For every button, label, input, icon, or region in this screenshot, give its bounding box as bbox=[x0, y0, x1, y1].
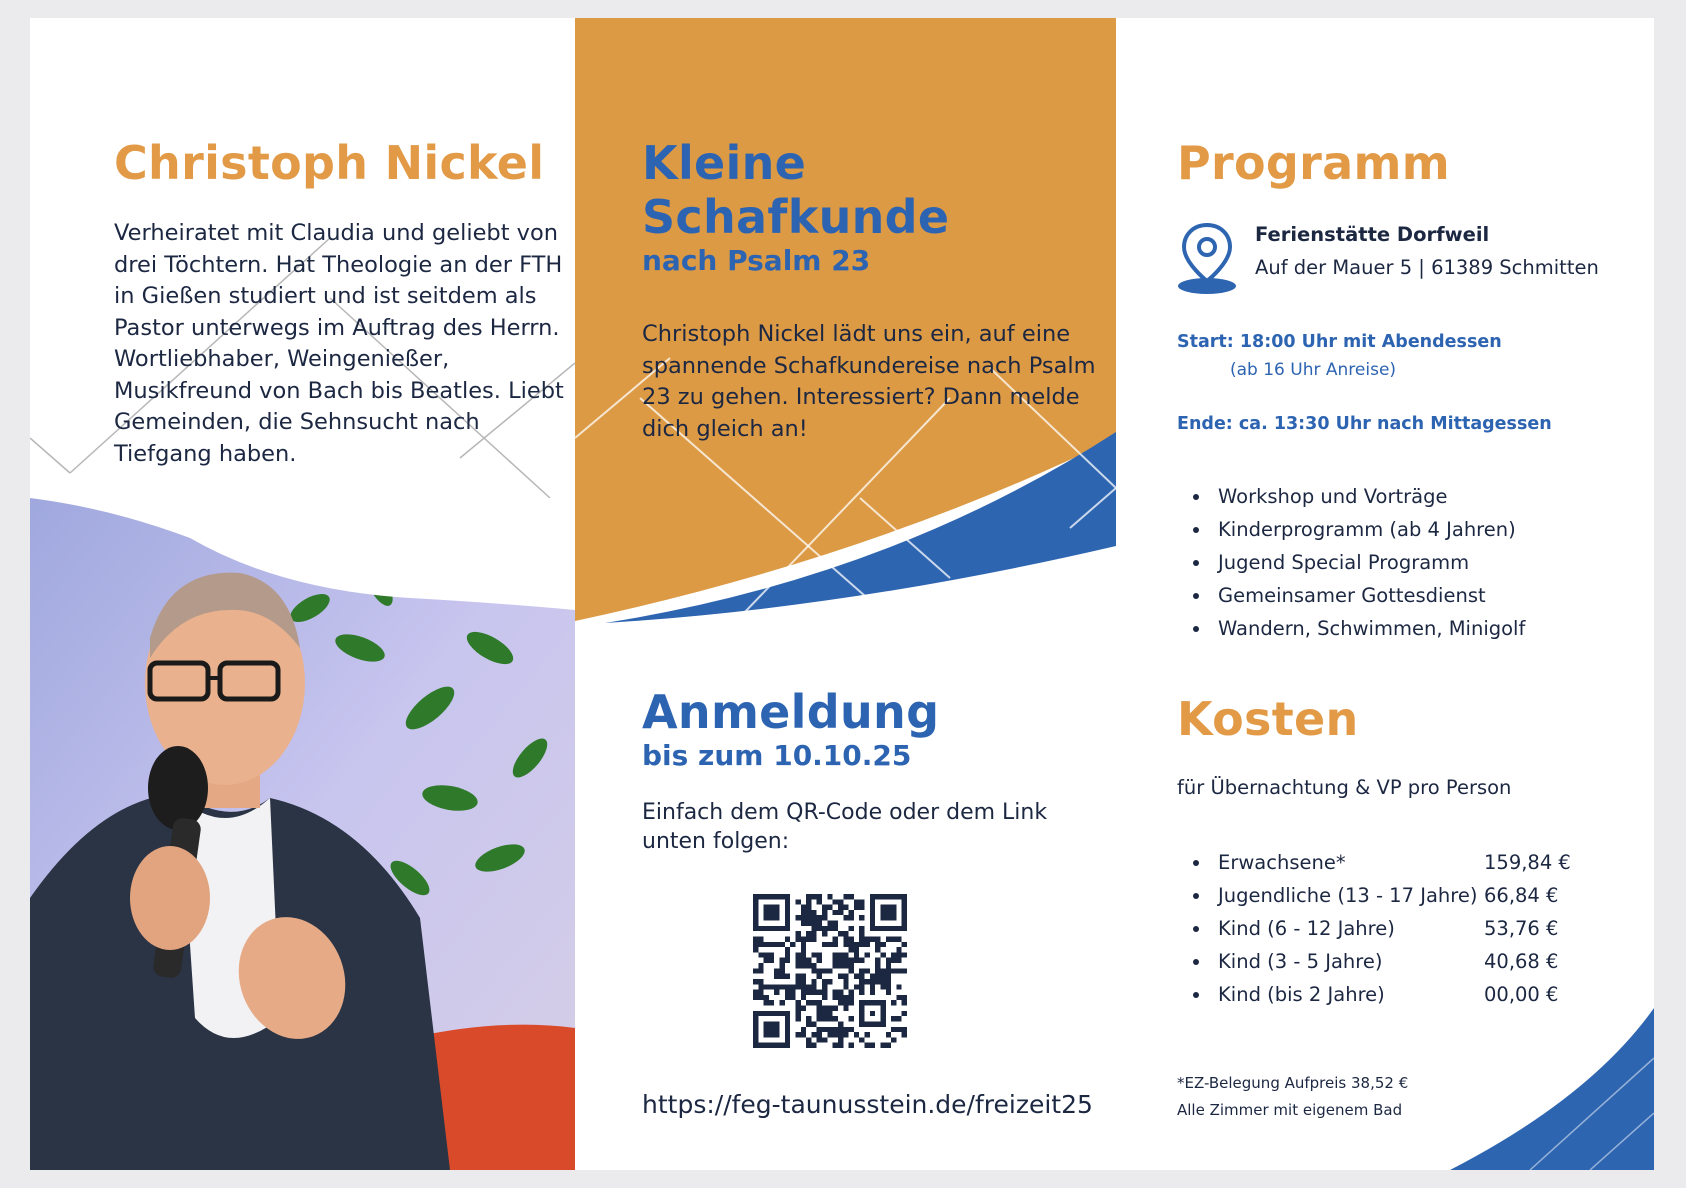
registration-section bbox=[642, 685, 1082, 856]
speaker-section bbox=[114, 136, 574, 470]
qr-code[interactable] bbox=[753, 894, 907, 1048]
price-label: Kind (6 - 12 Jahre) bbox=[1218, 917, 1395, 940]
event-subtitle: nach Psalm 23 bbox=[642, 244, 871, 277]
price-label: Erwachsene* bbox=[1218, 851, 1346, 874]
speaker-photo bbox=[30, 498, 575, 1170]
registration-link[interactable]: https://feg-taunusstein.de/freizeit25 bbox=[642, 1090, 1093, 1119]
registration-text: Einfach dem QR-Code oder dem Link unten folgen: bbox=[642, 800, 1048, 854]
end-time: Ende: ca. 13:30 Uhr nach Mittagessen bbox=[1177, 414, 1552, 434]
single-room-note: *EZ-Belegung Aufpreis 38,52 € bbox=[1177, 1074, 1409, 1092]
blue-corner bbox=[1450, 1008, 1654, 1170]
program-list bbox=[1190, 480, 1525, 645]
speaker-bio: Verheiratet mit Claudia und geliebt von drei Töchtern. Hat Theologie an der FTH in Gießen studiert und ist seitdem als Pastor unterwegs im Auftrag des Herrn. Wortliebhaber, Weingenießer, Musikfreund von Bach bis Beatles. Liebt Gemeinden, die Sehnsucht nach Tiefgang haben. bbox=[114, 220, 564, 467]
event-title: Kleine Schafkunde bbox=[642, 136, 950, 244]
list-item: • Gemeinsamer Gottesdienst bbox=[1212, 579, 1525, 612]
price-label: Jugendliche (13 - 17 Jahre) bbox=[1218, 884, 1478, 907]
price-value: 40,68 € bbox=[1484, 950, 1559, 973]
program-section bbox=[1177, 136, 1617, 190]
room-note: Alle Zimmer mit eigenem Bad bbox=[1177, 1101, 1403, 1119]
program-title: Programm bbox=[1177, 136, 1450, 190]
price-label: Kind (3 - 5 Jahre) bbox=[1218, 950, 1383, 973]
location-name: Ferienstätte Dorfweil bbox=[1255, 223, 1490, 246]
price-value: 159,84 € bbox=[1484, 851, 1571, 874]
location-address: Auf der Mauer 5 | 61389 Schmitten bbox=[1255, 256, 1599, 279]
list-item: • Wandern, Schwimmen, Minigolf bbox=[1212, 612, 1525, 645]
price-row bbox=[1212, 945, 1597, 978]
costs-title: Kosten bbox=[1177, 692, 1359, 746]
price-row bbox=[1212, 978, 1597, 1011]
list-item: • Workshop und Vorträge bbox=[1212, 480, 1525, 513]
price-label: Kind (bis 2 Jahre) bbox=[1218, 983, 1385, 1006]
costs-section bbox=[1177, 692, 1359, 746]
registration-deadline: bis zum 10.10.25 bbox=[642, 739, 912, 772]
price-value: 53,76 € bbox=[1484, 917, 1559, 940]
registration-title: Anmeldung bbox=[642, 685, 940, 739]
speaker-name: Christoph Nickel bbox=[114, 136, 545, 190]
list-item: • Kinderprogramm (ab 4 Jahren) bbox=[1212, 513, 1525, 546]
start-time: Start: 18:00 Uhr mit Abendessen bbox=[1177, 332, 1502, 352]
costs-subtitle: für Übernachtung & VP pro Person bbox=[1177, 776, 1512, 799]
event-intro: Christoph Nickel lädt uns ein, auf eine spannende Schafkundereise nach Psalm 23 zu gehen. Interessiert? Dann melde dich gleich an! bbox=[642, 321, 1096, 442]
flyer-sheet bbox=[30, 18, 1654, 1170]
price-row bbox=[1212, 846, 1597, 879]
price-value: 66,84 € bbox=[1484, 884, 1559, 907]
arrival-time: (ab 16 Uhr Anreise) bbox=[1230, 360, 1397, 380]
price-value: 00,00 € bbox=[1484, 983, 1559, 1006]
price-row bbox=[1212, 879, 1597, 912]
price-list bbox=[1190, 846, 1597, 1011]
map-pin-icon bbox=[1177, 223, 1237, 295]
list-item: • Jugend Special Programm bbox=[1212, 546, 1525, 579]
price-row bbox=[1212, 912, 1597, 945]
event-intro-section bbox=[642, 136, 1102, 445]
